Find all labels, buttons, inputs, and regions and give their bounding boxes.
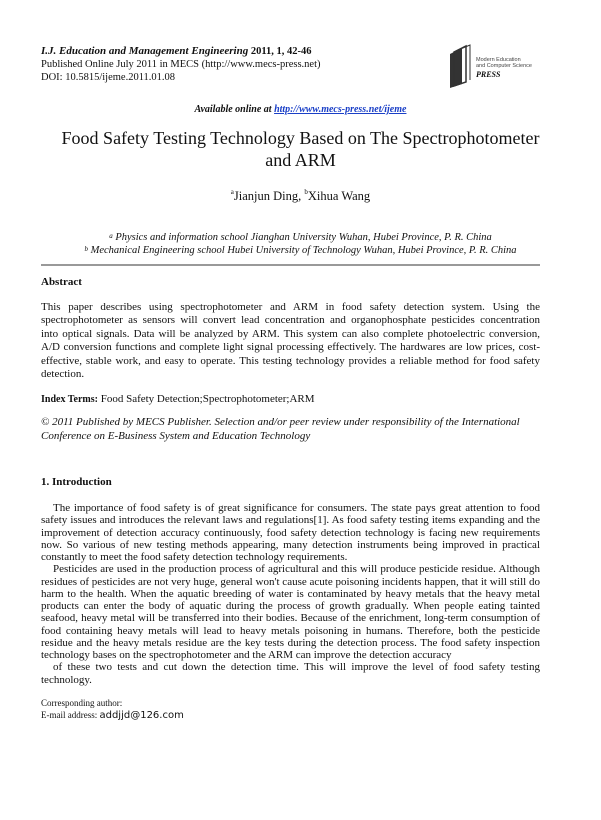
logo-text-3: PRESS xyxy=(476,70,501,79)
header-divider xyxy=(41,264,540,266)
author-a: Jianjun Ding, xyxy=(233,189,302,203)
author-b: Xihua Wang xyxy=(307,189,371,203)
intro-line: safety issues and introduces the relevant laws and regulations[1]. As food safety testing items expanding and the xyxy=(41,514,540,527)
index-terms xyxy=(41,393,540,406)
affiliations xyxy=(0,231,601,257)
author-a-mark: a xyxy=(230,188,234,196)
abstract-line: spectrophotometer as sensors will convert lead concentration and organophosphate pesticides concentration xyxy=(41,314,540,327)
intro-line: products can enter the body of aquatic during the process of growth gradually. When people eating tainted xyxy=(41,600,540,612)
affiliation-a xyxy=(0,231,601,244)
corresponding-author: Corresponding author: xyxy=(41,698,123,708)
intro-line: seafood, heavy metal will be transferred into their bodies. Because of the enrichment, long-term consumption of xyxy=(41,612,540,625)
affil-mark: a xyxy=(109,232,113,240)
index-terms-label: Index Terms: xyxy=(41,394,98,405)
paper-title xyxy=(0,127,601,171)
author-b-mark: b xyxy=(304,188,308,196)
journal-header xyxy=(41,45,321,84)
authors xyxy=(0,189,601,204)
available-prefix: Available online at xyxy=(194,104,275,115)
affil-text: Mechanical Engineering school Hubei University of Technology Wuhan, Hubei Province, P. R. China xyxy=(90,245,517,256)
intro-line: technology bases on the spectrophotometer and the ARM can improve the detection accuracy xyxy=(41,649,452,661)
intro-line: improvement of detection accuracy continuously, food safety detection technology is facing new requirements xyxy=(41,526,540,539)
intro-line: residues of pesticides are not very huge, general won't cause acute poisoning incidents happen, that it will still do xyxy=(41,575,540,588)
email-address[interactable]: addjjd@126.com xyxy=(99,710,184,721)
available-online xyxy=(0,104,601,115)
journal-issue: 2011, 1, 42-46 xyxy=(250,46,312,57)
intro-line: technology. xyxy=(41,673,92,686)
title-line-1: Food Safety Testing Technology Based on The Spectrophotometer xyxy=(61,128,540,148)
intro-line: now. So various of new testing methods appearing, many detection instruments being improved in practical xyxy=(41,538,540,551)
affiliation-b xyxy=(0,244,601,257)
abstract-line: into optical signals. Data will be analyzed by ARM. This system can also complete photoelectric conversion, xyxy=(41,327,540,340)
journal-link[interactable]: http://www.mecs-press.net/ijeme xyxy=(274,104,407,115)
intro-line: residue and the heavy metals residue are the key tests during the detection process. The food safety inspection xyxy=(41,636,540,649)
index-terms-value: Food Safety Detection;Spectrophotometer;ARM xyxy=(100,393,315,405)
book-logo-icon xyxy=(446,44,536,88)
abstract-line: effective, stable work, and easy to operate. This testing technology provides a reliable method for food safety xyxy=(41,354,540,367)
email-line xyxy=(41,709,184,722)
copyright-line-2: Conference on E-Business System and Education Technology xyxy=(41,430,311,442)
intro-line: of these two tests and cut down the detection time. This will improve the level of food safety testing xyxy=(53,661,540,674)
published-line: Published Online July 2011 in MECS (http://www.mecs-press.net) xyxy=(41,59,321,70)
abstract-line: A/D conversion functions and complete light signal processing effectively. The hardwares are low prices, cost- xyxy=(41,341,540,354)
abstract-heading: Abstract xyxy=(41,276,82,288)
title-line-2: and ARM xyxy=(265,150,336,170)
publisher-logo xyxy=(446,44,536,88)
copyright-line-1: © 2011 Published by MECS Publisher. Selection and/or peer review under responsibility of the International xyxy=(41,416,520,428)
copyright xyxy=(41,415,540,443)
abstract-body xyxy=(41,301,540,381)
abstract-line: This paper describes using spectrophotometer and ARM in food safety detection system. Using the xyxy=(41,301,540,313)
journal-name: I.J. Education and Management Engineering xyxy=(41,45,249,57)
introduction-body xyxy=(41,502,540,686)
footnote xyxy=(41,697,184,722)
intro-line: food containing heavy metals will lead to heavy metals poisoning in humans. Therefore, both the pesticide xyxy=(41,624,540,637)
intro-line: constantly to meet the food safety detection technology requirements. xyxy=(41,551,348,563)
intro-line: Pesticides are used in the production process of agricultural and this will produce pesticide residue. Although xyxy=(53,563,540,576)
affil-text: Physics and information school Jianghan University Wuhan, Hubei Province, P. R. China xyxy=(115,232,492,243)
introduction-heading: 1. Introduction xyxy=(41,476,112,488)
intro-line: harm to the health. When the aquatic breeding of water is contaminated by heavy metals that the heavy metal xyxy=(41,587,540,600)
logo-text-1: Modern Education xyxy=(476,57,521,63)
doi-line: DOI: 10.5815/ijeme.2011.01.08 xyxy=(41,72,176,83)
journal-line xyxy=(41,45,321,58)
intro-line: The importance of food safety is of great significance for consumers. The state pays great attention to food xyxy=(53,502,540,514)
email-label: E-mail address: xyxy=(41,710,100,720)
affil-mark: b xyxy=(84,245,88,253)
abstract-line: detection. xyxy=(41,367,85,380)
logo-text-2: and Computer Science xyxy=(476,63,532,69)
